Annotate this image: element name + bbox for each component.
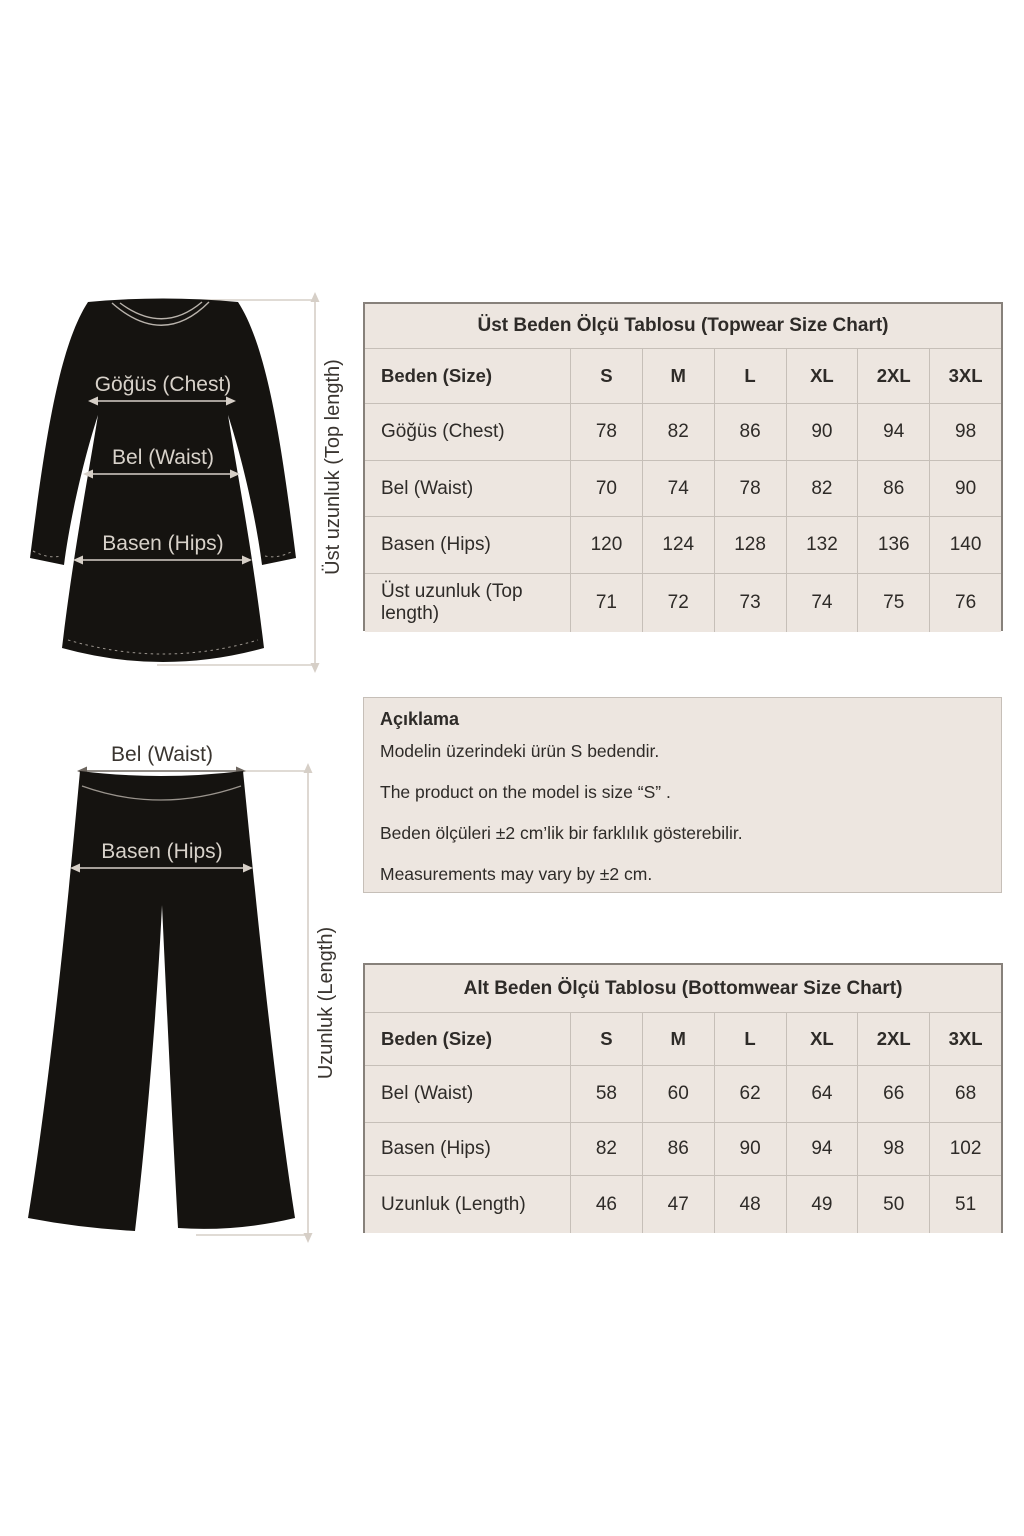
value-cell: 82 (787, 461, 858, 516)
topwear-size-table (363, 302, 1003, 631)
header-cell: XL (787, 1013, 858, 1065)
value-cell: 70 (571, 461, 642, 516)
header-cell: M (643, 1013, 714, 1065)
row-label-cell: Basen (Hips) (365, 1123, 570, 1175)
row-label-cell: Basen (Hips) (365, 517, 570, 573)
value-cell: 78 (571, 404, 642, 460)
value-cell: 68 (930, 1066, 1001, 1122)
bottomwear-size-table (363, 963, 1003, 1233)
value-cell: 132 (787, 517, 858, 573)
value-cell: 124 (643, 517, 714, 573)
value-cell: 94 (787, 1123, 858, 1175)
header-cell: XL (787, 349, 858, 403)
row-label-cell: Üst uzunluk (Top length) (365, 574, 570, 632)
value-cell: 78 (715, 461, 786, 516)
value-cell: 51 (930, 1176, 1001, 1233)
value-cell: 58 (571, 1066, 642, 1122)
value-cell: 94 (858, 404, 929, 460)
notes-line: Modelin üzerindeki ürün S bedendir. (380, 741, 660, 761)
bottomwear-table-title: Alt Beden Ölçü Tablosu (Bottomwear Size Chart) (365, 965, 1001, 1013)
header-cell: L (715, 1013, 786, 1065)
value-cell: 102 (930, 1123, 1001, 1175)
pants-waist-label: Bel (Waist) (111, 743, 213, 766)
topwear-table-grid (365, 349, 1001, 632)
bottomwear-diagram (10, 740, 355, 1245)
tunic-shape (30, 299, 296, 663)
header-cell: M (643, 349, 714, 403)
value-cell: 82 (643, 404, 714, 460)
value-cell: 74 (787, 574, 858, 632)
value-cell: 86 (643, 1123, 714, 1175)
value-cell: 90 (715, 1123, 786, 1175)
value-cell: 49 (787, 1176, 858, 1233)
value-cell: 48 (715, 1176, 786, 1233)
value-cell: 66 (858, 1066, 929, 1122)
top-length-label: Üst uzunluk (Top length) (322, 359, 344, 575)
value-cell: 46 (571, 1176, 642, 1233)
value-cell: 50 (858, 1176, 929, 1233)
row-label-cell: Göğüs (Chest) (365, 404, 570, 460)
value-cell: 90 (930, 461, 1001, 516)
notes-line: The product on the model is size “S” . (380, 782, 671, 802)
row-label-cell: Bel (Waist) (365, 461, 570, 516)
length-label: Uzunluk (Length) (315, 926, 337, 1080)
header-cell: 2XL (858, 349, 929, 403)
value-cell: 128 (715, 517, 786, 573)
value-cell: 73 (715, 574, 786, 632)
topwear-table-title: Üst Beden Ölçü Tablosu (Topwear Size Chart) (365, 304, 1001, 349)
notes-box (363, 697, 1002, 893)
header-cell: 3XL (930, 1013, 1001, 1065)
header-cell: 2XL (858, 1013, 929, 1065)
value-cell: 76 (930, 574, 1001, 632)
value-cell: 60 (643, 1066, 714, 1122)
notes-line: Beden ölçüleri ±2 cm’lik bir farklılık gösterebilir. (380, 823, 743, 843)
header-cell: Beden (Size) (365, 1013, 570, 1065)
hips-label: Basen (Hips) (102, 532, 224, 555)
value-cell: 47 (643, 1176, 714, 1233)
value-cell: 75 (858, 574, 929, 632)
header-cell: S (571, 349, 642, 403)
value-cell: 82 (571, 1123, 642, 1175)
row-label-cell: Uzunluk (Length) (365, 1176, 570, 1233)
notes-title: Açıklama (380, 709, 460, 729)
value-cell: 62 (715, 1066, 786, 1122)
value-cell: 86 (715, 404, 786, 460)
value-cell: 64 (787, 1066, 858, 1122)
value-cell: 120 (571, 517, 642, 573)
value-cell: 98 (858, 1123, 929, 1175)
header-cell: 3XL (930, 349, 1001, 403)
value-cell: 71 (571, 574, 642, 632)
bottomwear-table-grid (365, 1013, 1001, 1233)
value-cell: 86 (858, 461, 929, 516)
value-cell: 98 (930, 404, 1001, 460)
pants-hips-label: Basen (Hips) (101, 840, 223, 863)
value-cell: 72 (643, 574, 714, 632)
header-cell: Beden (Size) (365, 349, 570, 403)
value-cell: 140 (930, 517, 1001, 573)
waist-label: Bel (Waist) (112, 446, 214, 469)
row-label-cell: Bel (Waist) (365, 1066, 570, 1122)
value-cell: 136 (858, 517, 929, 573)
header-cell: S (571, 1013, 642, 1065)
header-cell: L (715, 349, 786, 403)
value-cell: 90 (787, 404, 858, 460)
topwear-diagram (10, 288, 355, 680)
notes-line: Measurements may vary by ±2 cm. (380, 864, 653, 884)
value-cell: 74 (643, 461, 714, 516)
chest-label: Göğüs (Chest) (94, 373, 232, 396)
